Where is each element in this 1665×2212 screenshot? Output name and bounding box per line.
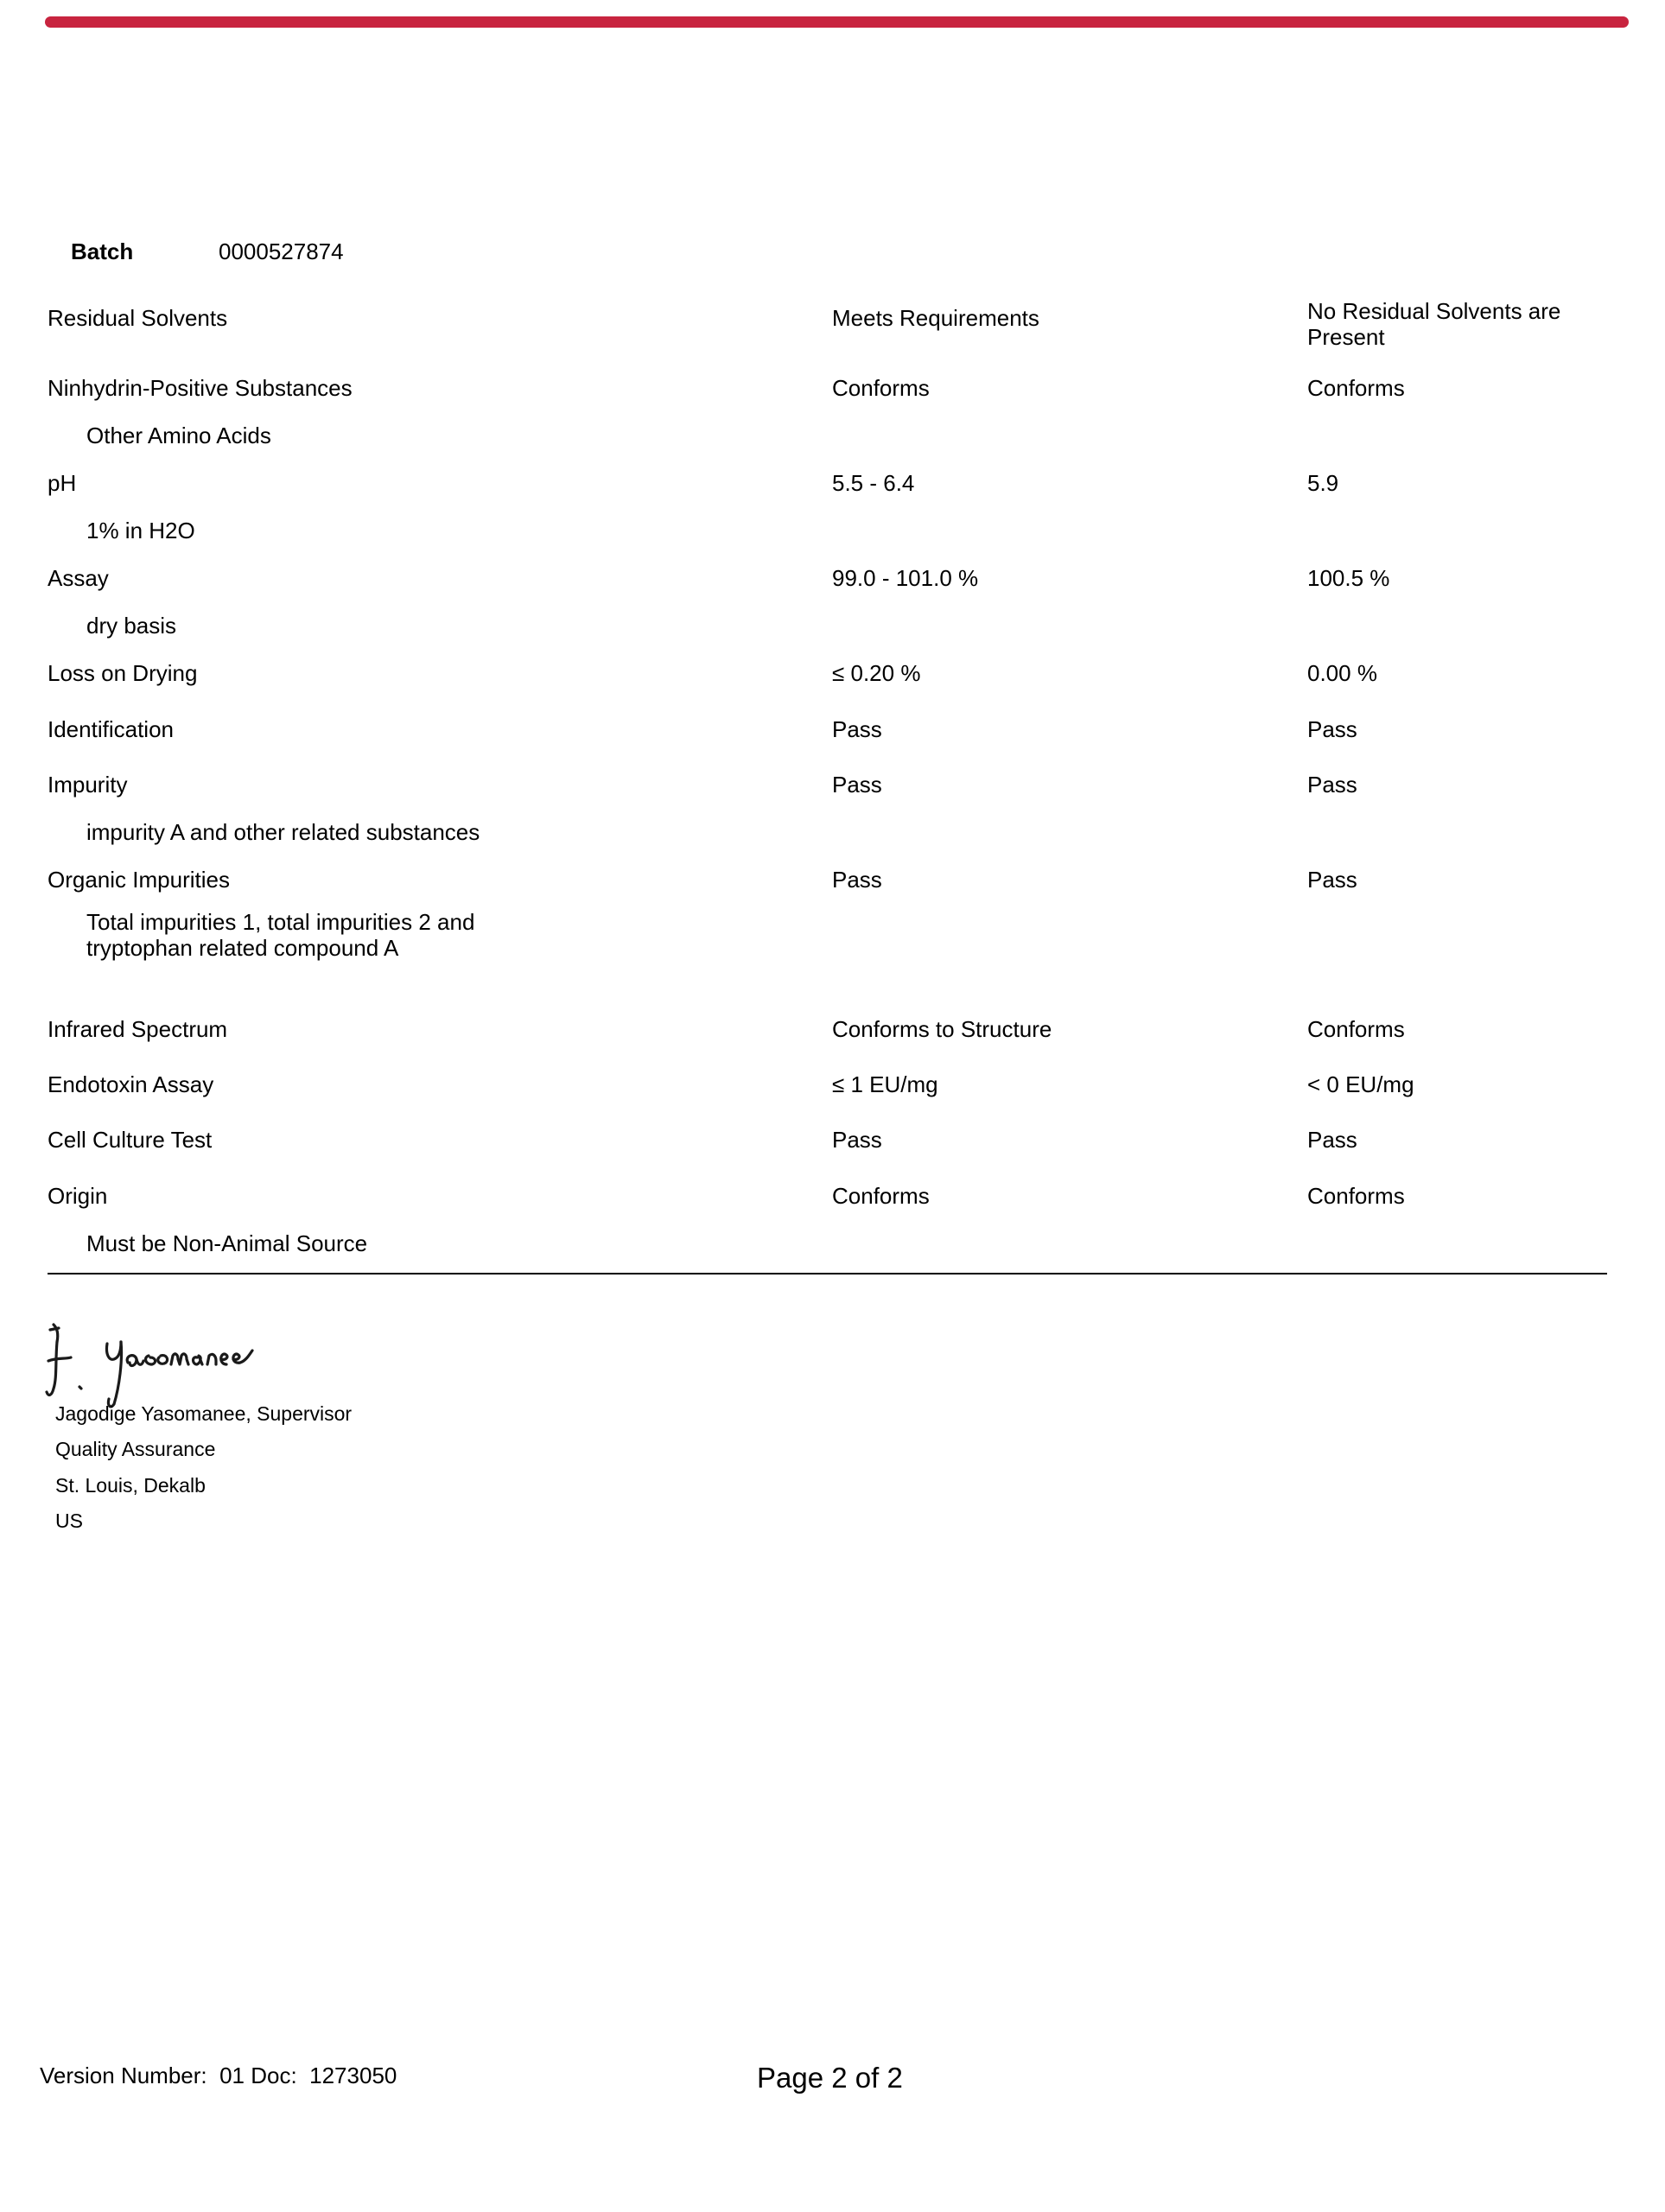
test-result: No Residual Solvents are Present <box>1307 298 1561 350</box>
signature-image <box>45 1318 270 1413</box>
test-name: pH <box>48 470 77 496</box>
test-specification: ≤ 0.20 % <box>832 660 921 686</box>
test-name: Organic Impurities <box>48 867 230 893</box>
batch-number: 0000527874 <box>219 238 344 264</box>
test-specification: ≤ 1 EU/mg <box>832 1071 938 1097</box>
test-specification: Meets Requirements <box>832 305 1039 331</box>
signatory-country: US <box>55 1510 83 1532</box>
test-result: Conforms <box>1307 1016 1405 1042</box>
test-specification: 99.0 - 101.0 % <box>832 565 979 591</box>
test-method-note: 1% in H2O <box>86 518 195 543</box>
top-accent-bar <box>45 16 1629 28</box>
test-specification: 5.5 - 6.4 <box>832 470 915 496</box>
test-name: Cell Culture Test <box>48 1127 213 1153</box>
test-result: 5.9 <box>1307 470 1339 496</box>
test-name: Ninhydrin-Positive Substances <box>48 375 353 401</box>
test-result: Conforms <box>1307 375 1405 401</box>
test-result: Pass <box>1307 772 1357 798</box>
batch-label: Batch <box>71 238 134 264</box>
test-result: < 0 EU/mg <box>1307 1071 1414 1097</box>
test-result: Pass <box>1307 716 1357 742</box>
test-name: Identification <box>48 716 174 742</box>
test-method-note: Other Amino Acids <box>86 423 271 448</box>
test-specification: Pass <box>832 772 882 798</box>
table-divider <box>48 1273 1607 1274</box>
test-result: Pass <box>1307 1127 1357 1153</box>
test-method-note: dry basis <box>86 613 177 639</box>
test-name: Endotoxin Assay <box>48 1071 214 1097</box>
test-name: Residual Solvents <box>48 305 228 331</box>
test-specification: Pass <box>832 1127 882 1153</box>
test-specification: Conforms to Structure <box>832 1016 1052 1042</box>
signatory-location: St. Louis, Dekalb <box>55 1474 206 1497</box>
test-result: Pass <box>1307 867 1357 893</box>
test-method-note: Must be Non-Animal Source <box>86 1230 368 1256</box>
footer-version-doc: Version Number: 01 Doc: 1273050 <box>40 2063 397 2088</box>
test-name: Infrared Spectrum <box>48 1016 228 1042</box>
test-result: Conforms <box>1307 1183 1405 1209</box>
test-specification: Pass <box>832 867 882 893</box>
test-name: Loss on Drying <box>48 660 198 686</box>
signatory-department: Quality Assurance <box>55 1438 216 1460</box>
test-method-note: Total impurities 1, total impurities 2 and tryptophan related compound A <box>86 909 475 961</box>
test-specification: Pass <box>832 716 882 742</box>
test-name: Assay <box>48 565 109 591</box>
test-result: 0.00 % <box>1307 660 1377 686</box>
test-specification: Conforms <box>832 375 930 401</box>
test-name: Origin <box>48 1183 108 1209</box>
test-result: 100.5 % <box>1307 565 1390 591</box>
test-method-note: impurity A and other related substances <box>86 819 480 845</box>
page-number: Page 2 of 2 <box>757 2062 903 2094</box>
test-specification: Conforms <box>832 1183 930 1209</box>
test-name: Impurity <box>48 772 128 798</box>
signatory-name: Jagodige Yasomanee, Supervisor <box>55 1402 353 1425</box>
